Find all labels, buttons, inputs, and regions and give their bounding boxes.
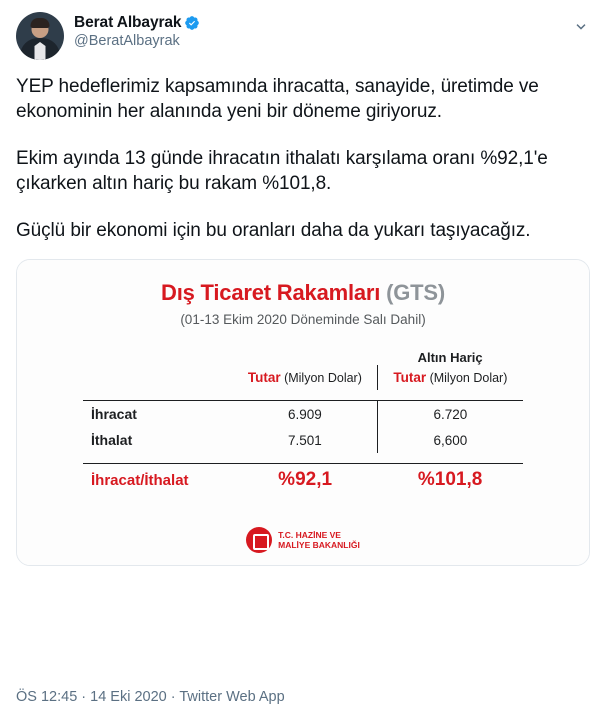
rule-cell-1 <box>83 390 233 401</box>
ministry-text <box>278 530 360 550</box>
rule-cell-2 <box>233 390 377 401</box>
tweet-paragraph-2: Ekim ayında 13 günde ihracatın ithalatı karşılama oranı %92,1'e çıkarken altın hariç bu rakam %101,8. <box>16 148 548 194</box>
unit-header-total <box>233 365 377 390</box>
rule-bottom-cell-1 <box>83 453 233 464</box>
row-label-ithalat: İthalat <box>91 432 133 448</box>
unit-label-goldfree: Tutar <box>393 370 427 385</box>
group-header-spacer <box>83 345 233 365</box>
group-header-blank <box>233 345 377 365</box>
chart-subtitle: (01-13 Ekim 2020 Döneminde Salı Dahil) <box>180 312 426 327</box>
figures-table <box>83 345 523 496</box>
total-value-total: %92,1 <box>278 469 333 490</box>
table-rule-bottom <box>83 453 523 464</box>
tweet-paragraph-1: YEP hedeflerimiz kapsamında ihracatta, sanayide, üretimde ve ekonominin her alanında yeni bir döneme giriyoruz. <box>16 76 539 122</box>
ministry-logo <box>17 527 589 553</box>
table-group-header-row <box>83 345 523 365</box>
table-rule-top <box>83 390 523 401</box>
table-row <box>83 427 523 453</box>
row-value-ihracat-total: 6.909 <box>287 406 322 422</box>
unit-suffix-total: (Milyon Dolar) <box>284 371 362 385</box>
tweet-paragraph-3: Güçlü bir ekonomi için bu oranları daha da yukarı taşıyacağız. <box>16 220 531 241</box>
row-value-ithalat-total: 7.501 <box>287 432 322 448</box>
row-value-ihracat-goldfree: 6.720 <box>377 401 523 428</box>
ministry-line-2: MALİYE BAKANLIĞI <box>278 540 360 550</box>
unit-label-total: Tutar <box>247 370 281 385</box>
row-label-ihracat: İhracat <box>91 406 137 422</box>
rule-bottom-cell-3 <box>377 453 523 464</box>
author-display-name[interactable]: Berat Albayrak <box>74 14 182 31</box>
tweet-media-image[interactable] <box>16 259 590 566</box>
rule-cell-3 <box>377 390 523 401</box>
author-handle[interactable]: @BeratAlbayrak <box>74 32 180 49</box>
chevron-down-icon[interactable] <box>572 18 590 36</box>
chart-title-suffix: (GTS) <box>386 280 445 305</box>
unit-suffix-goldfree: (Milyon Dolar) <box>429 371 508 385</box>
total-label: İhracat/İthalat <box>91 471 189 489</box>
total-value-goldfree: %101,8 <box>417 469 483 490</box>
ministry-seal-icon <box>246 527 272 553</box>
unit-header-goldfree <box>377 365 523 390</box>
verified-badge-icon <box>184 15 200 31</box>
rule-bottom-cell-2 <box>233 453 377 464</box>
ministry-line-1: T.C. HAZİNE VE <box>278 530 341 540</box>
table-row <box>83 401 523 428</box>
avatar[interactable] <box>16 12 64 60</box>
tweet-text <box>16 74 590 243</box>
author-block <box>74 12 200 49</box>
table-unit-header-row <box>83 365 523 390</box>
tweet-timestamp[interactable]: ÖS 12:45 · 14 Eki 2020 · Twitter Web App <box>16 689 285 705</box>
chart-title <box>39 280 567 306</box>
chart-graphic <box>17 260 589 565</box>
tweet-header <box>16 12 590 60</box>
display-name-row <box>74 14 200 32</box>
unit-header-spacer <box>83 365 233 390</box>
table-total-row <box>83 464 523 497</box>
group-header-altin-haric: Altın Hariç <box>417 350 483 365</box>
avatar-hair <box>31 18 50 28</box>
row-value-ithalat-goldfree: 6,600 <box>377 427 523 453</box>
chart-title-main: Dış Ticaret Rakamları <box>161 280 381 305</box>
